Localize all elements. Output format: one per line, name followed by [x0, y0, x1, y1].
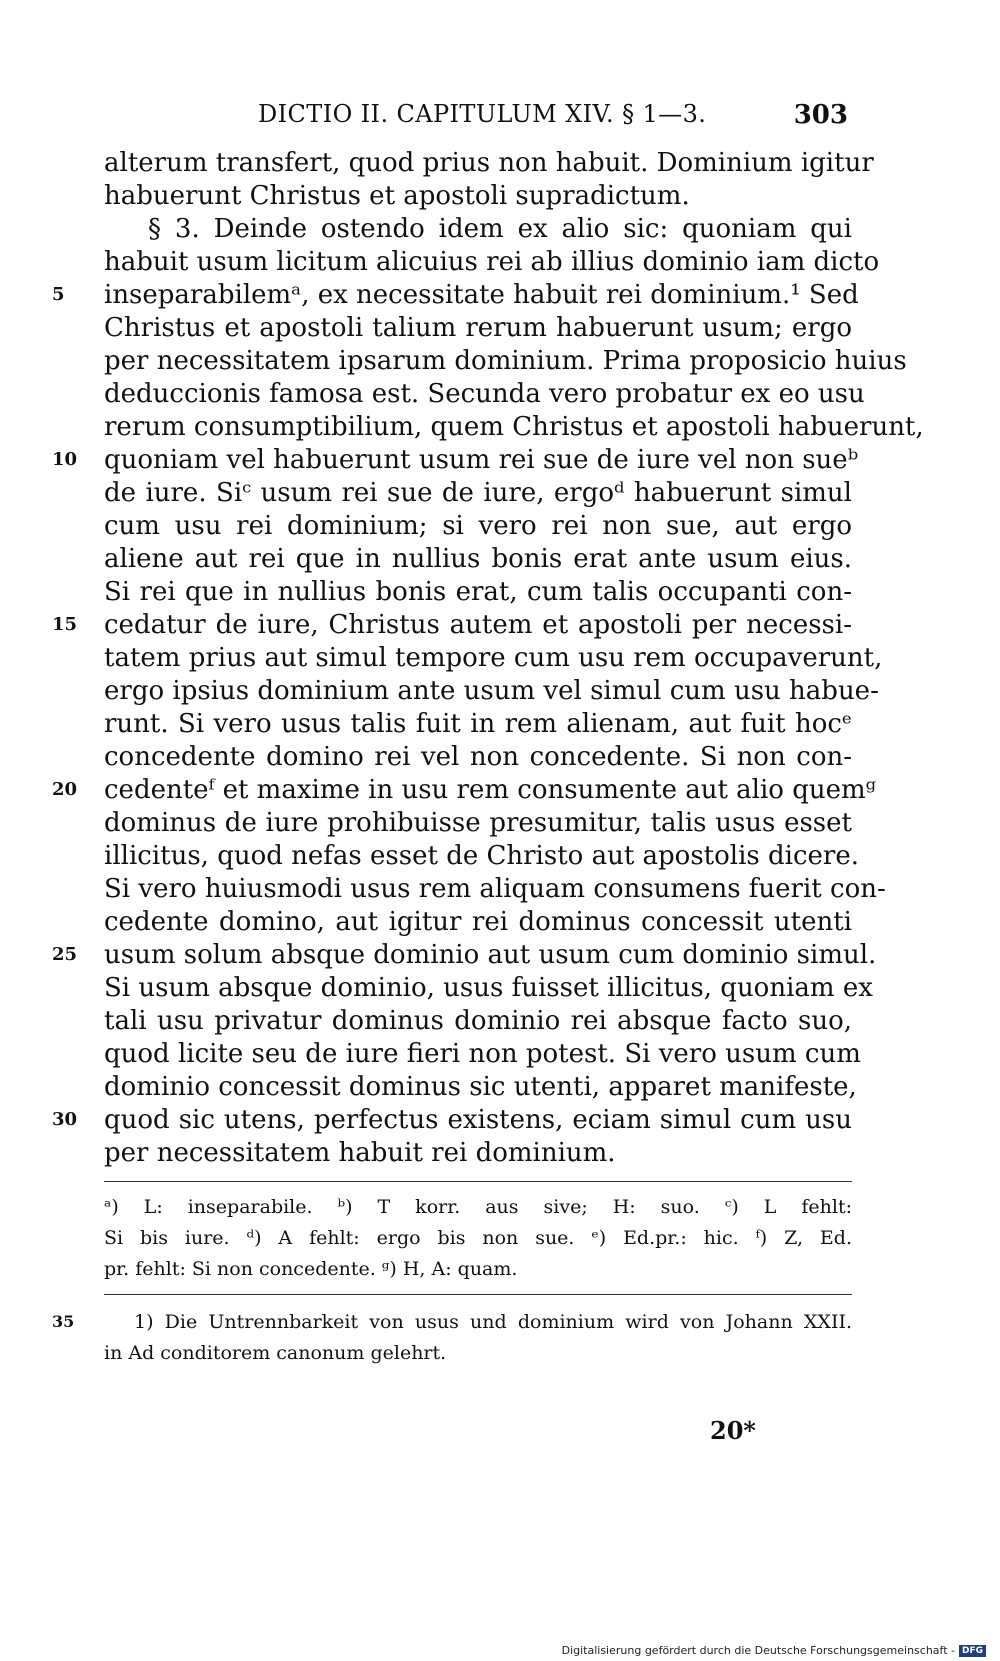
apparatus-line: ᵃ) L: inseparabile. ᵇ) T korr. aus sive; H: suo. ᶜ) L fehlt:: [104, 1196, 852, 1218]
apparatus-line: pr. fehlt: Si non concedente. ᵍ) H, A: quam.: [104, 1258, 518, 1280]
page-number: 303: [793, 100, 848, 130]
apparatus-divider: [104, 1181, 852, 1182]
text-line: tatem prius aut simul tempore cum usu rem occupaverunt,: [104, 643, 883, 673]
text-line: illicitus, quod nefas esset de Christo aut apostolis dicere.: [104, 841, 860, 871]
credit-text: Digitalisierung gefördert durch die Deutsche Forschungsgemeinschaft -: [561, 1644, 955, 1657]
text-line: per necessitatem habuit rei dominium.: [104, 1138, 616, 1168]
text-line: Si vero huiusmodi usus rem aliquam consumens fuerit con-: [104, 874, 886, 904]
line-number: 30: [52, 1109, 78, 1130]
running-title: DICTIO II. CAPITULUM XIV. § 1—3.: [258, 100, 707, 128]
line-number: 25: [52, 944, 78, 965]
apparatus-line: Si bis iure. ᵈ) A fehlt: ergo bis non sue. ᵉ) Ed.pr.: hic. ᶠ) Z, Ed.: [104, 1227, 852, 1249]
text-line: deduccionis famosa est. Secunda vero probatur ex eo usu: [104, 379, 865, 409]
text-line: inseparabilemᵃ, ex necessitate habuit rei dominium.¹ Sed: [104, 280, 859, 310]
line-number: 10: [52, 449, 78, 470]
text-line: Si usum absque dominio, usus fuisset illicitus, quoniam ex: [104, 973, 873, 1003]
line-number: 15: [52, 614, 78, 635]
text-line: rerum consumptibilium, quem Christus et apostoli habuerunt,: [104, 412, 924, 442]
signature-mark: 20*: [710, 1416, 756, 1445]
text-line: quod licite seu de iure fieri non potest. Si vero usum cum: [104, 1039, 861, 1069]
footnote-line: in Ad conditorem canonum gelehrt.: [104, 1342, 447, 1364]
footnote-divider: [104, 1294, 852, 1295]
text-line: habuit usum licitum alicuius rei ab illius dominio iam dicto: [104, 247, 880, 277]
text-line: § 3. Deinde ostendo idem ex alio sic: quoniam qui: [148, 214, 852, 244]
text-line: ergo ipsius dominium ante usum vel simul cum usu habue-: [104, 676, 879, 706]
running-head: [100, 100, 852, 136]
text-line: tali usu privatur dominus dominio rei absque facto suo,: [104, 1006, 852, 1036]
line-number: 5: [52, 284, 65, 305]
footnote-line: 1) Die Untrennbarkeit von usus und dominium wird von Johann XXII.: [134, 1311, 852, 1333]
line-number: 35: [52, 1312, 75, 1331]
text-line: Si rei que in nullius bonis erat, cum talis occupanti con-: [104, 577, 852, 607]
text-line: aliene aut rei que in nullius bonis erat ante usum eius.: [104, 544, 852, 574]
text-line: quod sic utens, perfectus existens, eciam simul cum usu: [104, 1105, 852, 1135]
text-line: runt. Si vero usus talis fuit in rem alienam, aut fuit hocᵉ: [104, 709, 852, 739]
text-line: habuerunt Christus et apostoli supradictum.: [104, 181, 690, 211]
digitization-credit: [562, 1644, 986, 1657]
text-line: alterum transfert, quod prius non habuit. Dominium igitur: [104, 148, 874, 178]
text-line: dominus de iure prohibuisse presumitur, talis usus esset: [104, 808, 852, 838]
text-line: cum usu rei dominium; si vero rei non sue, aut ergo: [104, 511, 852, 541]
text-line: cedenteᶠ et maxime in usu rem consumente aut alio quemᵍ: [104, 775, 877, 805]
text-line: per necessitatem ipsarum dominium. Prima proposicio huius: [104, 346, 907, 376]
text-line: de iure. Siᶜ usum rei sue de iure, ergoᵈ habuerunt simul: [104, 478, 852, 508]
text-line: Christus et apostoli talium rerum habuerunt usum; ergo: [104, 313, 852, 343]
text-line: cedente domino, aut igitur rei dominus concessit utenti: [104, 907, 852, 937]
text-line: cedatur de iure, Christus autem et apostoli per necessi-: [104, 610, 852, 640]
text-line: dominio concessit dominus sic utenti, apparet manifeste,: [104, 1072, 857, 1102]
text-line: usum solum absque dominio aut usum cum dominio simul.: [104, 940, 877, 970]
dfg-logo: DFG: [959, 1645, 986, 1657]
line-number: 20: [52, 779, 78, 800]
text-line: quoniam vel habuerunt usum rei sue de iure vel non sueᵇ: [104, 445, 859, 475]
text-line: concedente domino rei vel non concedente. Si non con-: [104, 742, 852, 772]
